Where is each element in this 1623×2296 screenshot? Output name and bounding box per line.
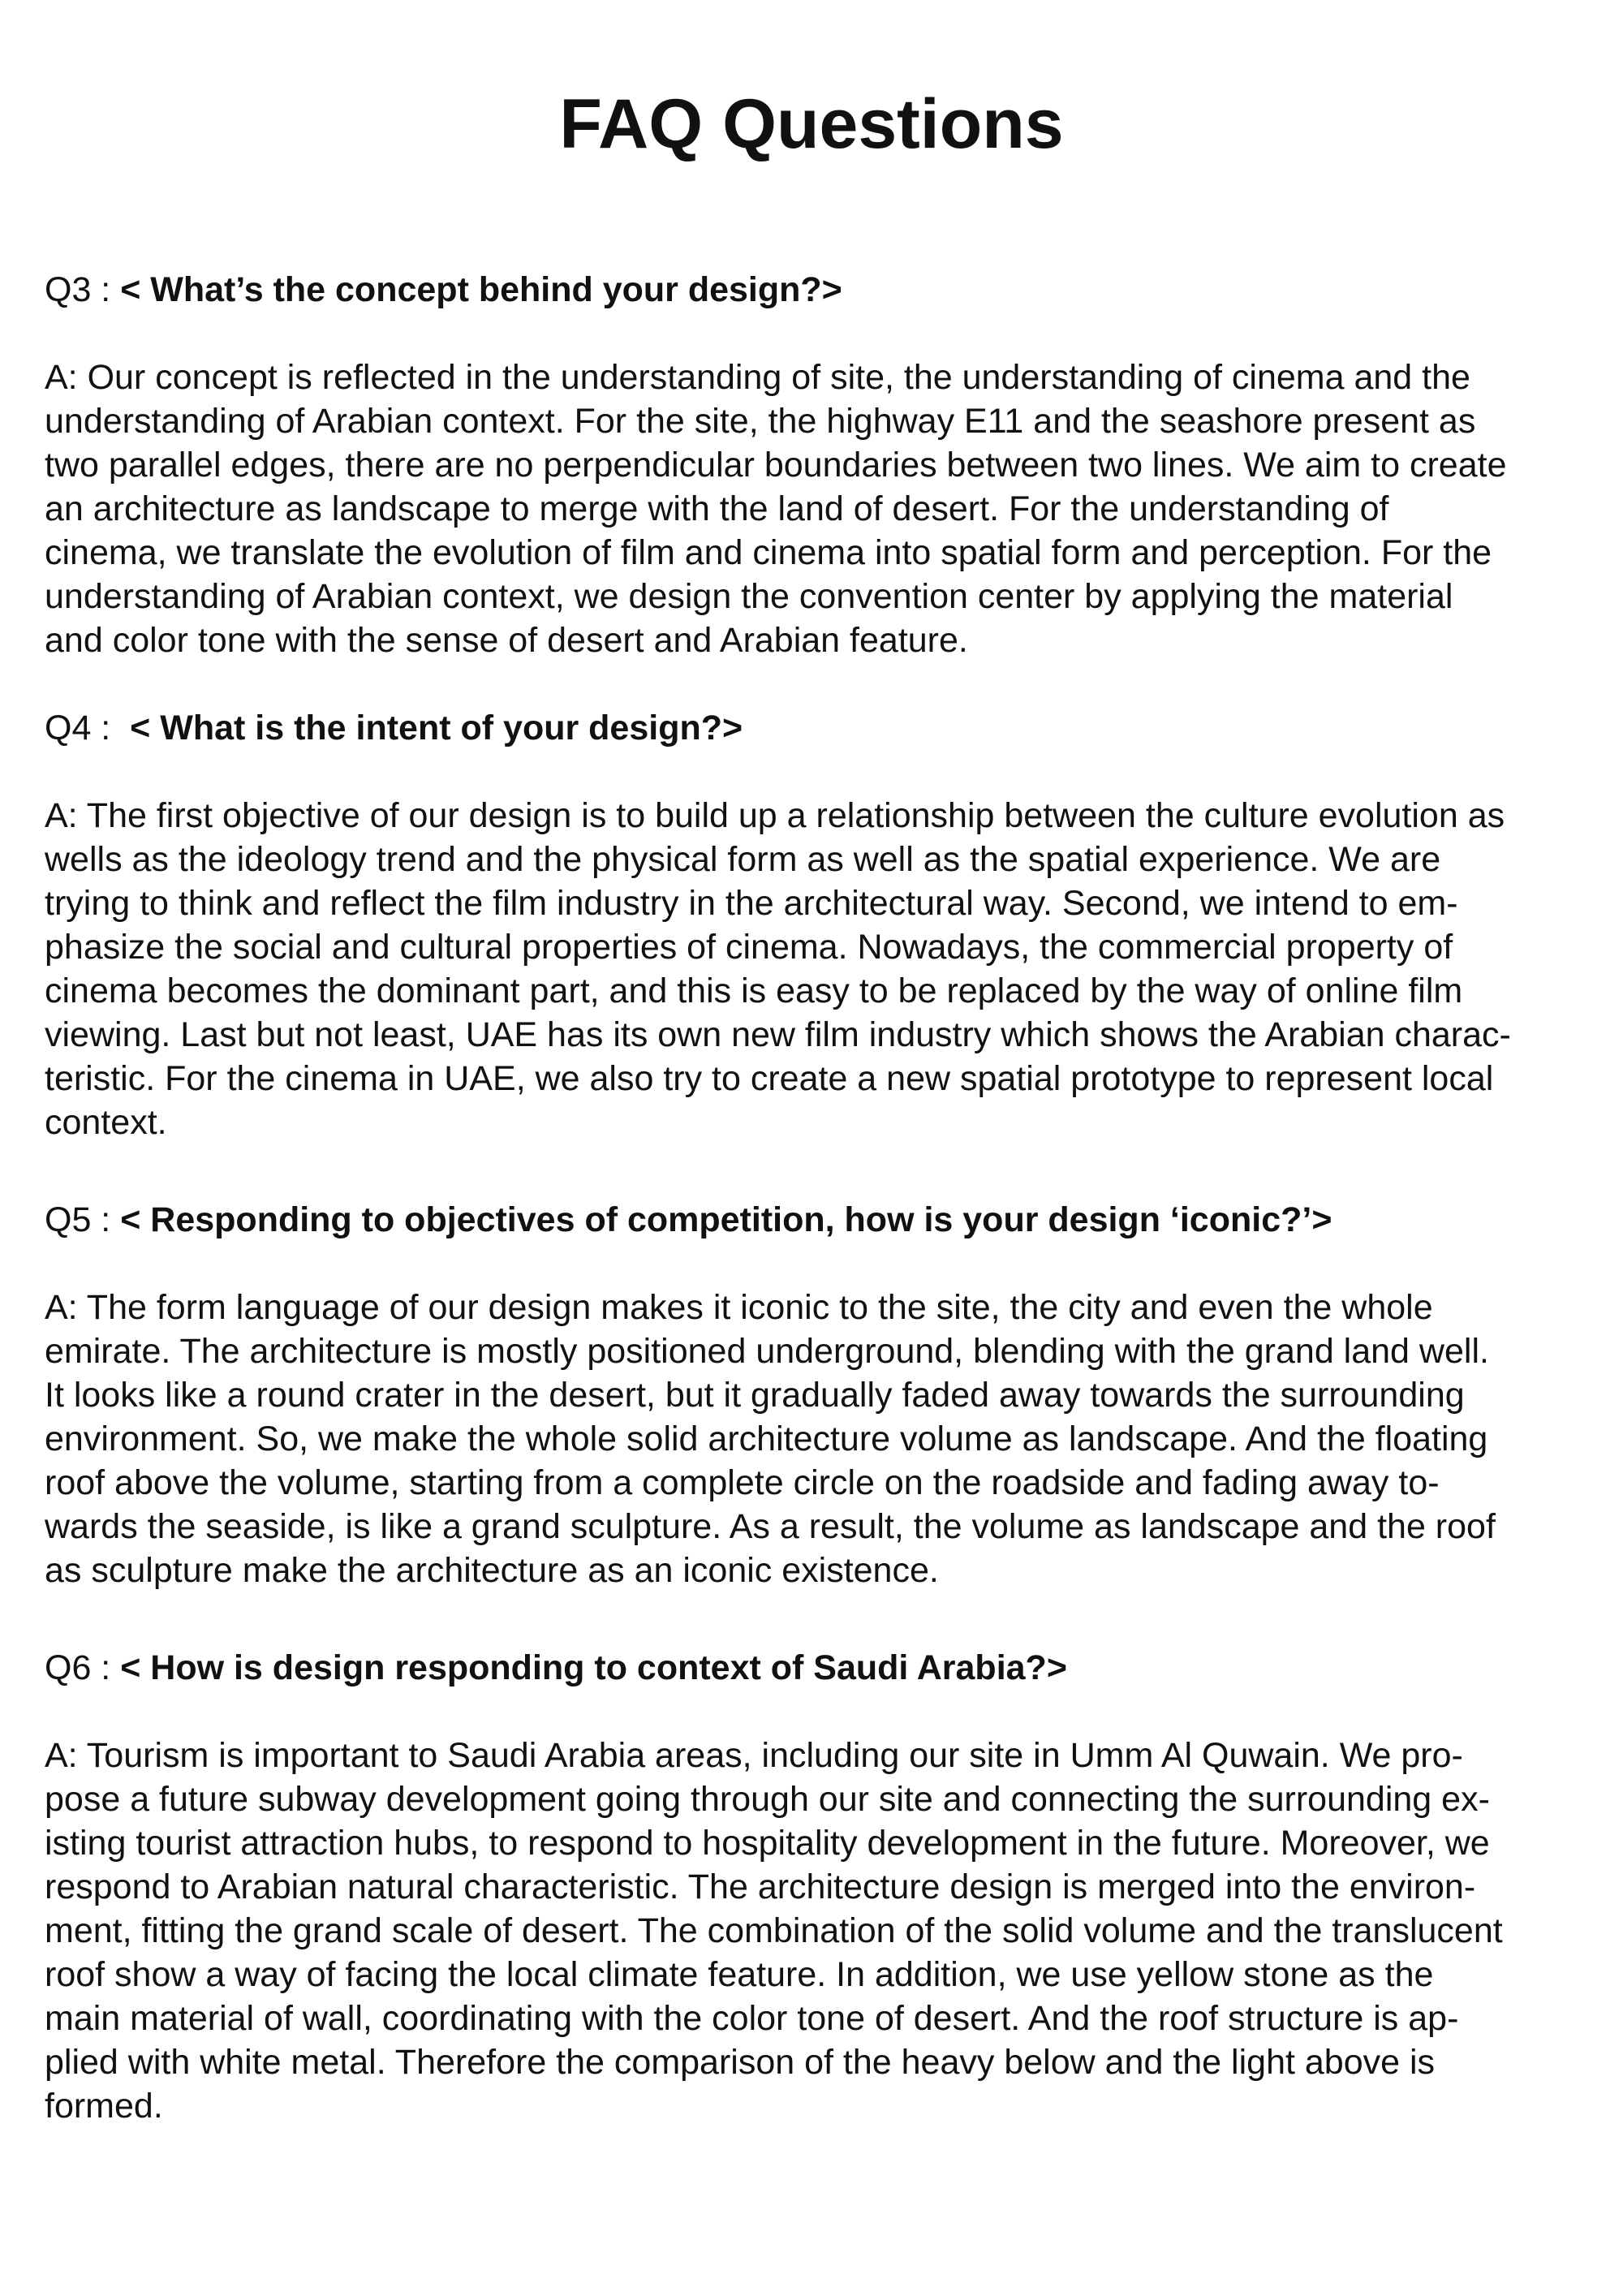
faq-item-q3 <box>45 268 1586 662</box>
answer-line: cinema, we translate the evolution of film and cinema into spatial form and perception. For the <box>45 533 1492 572</box>
faq-answer <box>45 794 1586 1144</box>
answer-line: an architecture as landscape to merge with the land of desert. For the understanding of <box>45 489 1389 528</box>
faq-content <box>45 268 1586 2128</box>
question-number: Q3 : <box>45 270 111 309</box>
answer-line: trying to think and reflect the film industry in the architectural way. Second, we intend to em- <box>45 884 1458 923</box>
answer-line: pose a future subway development going through our site and connecting the surrounding ex- <box>45 1780 1490 1819</box>
faq-item-q6 <box>45 1646 1586 2128</box>
answer-line: environment. So, we make the whole solid architecture volume as landscape. And the floating <box>45 1419 1488 1458</box>
question-text: < How is design responding to context of Saudi Arabia?> <box>120 1648 1067 1687</box>
answer-line: plied with white metal. Therefore the comparison of the heavy below and the light above is <box>45 2043 1436 2082</box>
answer-line: formed. <box>45 2087 163 2126</box>
answer-line: A: The form language of our design makes it iconic to the site, the city and even the whole <box>45 1288 1433 1327</box>
answer-line: respond to Arabian natural characteristic. The architecture design is merged into the environ- <box>45 1867 1476 1906</box>
faq-answer <box>45 1286 1586 1592</box>
faq-question <box>45 706 1586 750</box>
answer-line: ment, fitting the grand scale of desert. The combination of the solid volume and the translucent <box>45 1911 1503 1950</box>
question-number: Q4 : <box>45 709 111 747</box>
answer-line: as sculpture make the architecture as an iconic existence. <box>45 1551 939 1590</box>
faq-question <box>45 268 1586 312</box>
answer-line: A: Tourism is important to Saudi Arabia areas, including our site in Umm Al Quwain. We pro- <box>45 1736 1463 1775</box>
answer-line: teristic. For the cinema in UAE, we also try to create a new spatial prototype to represent local <box>45 1059 1494 1098</box>
faq-question <box>45 1646 1586 1690</box>
answer-line: main material of wall, coordinating with the color tone of desert. And the roof structure is ap- <box>45 1999 1459 2038</box>
faq-item-q5 <box>45 1198 1586 1592</box>
answer-line: and color tone with the sense of desert and Arabian feature. <box>45 621 968 660</box>
answer-line: wells as the ideology trend and the physical form as well as the spatial experience. We are <box>45 840 1441 879</box>
question-text: < Responding to objectives of competition, how is your design ‘iconic?’> <box>120 1200 1332 1239</box>
answer-line: cinema becomes the dominant part, and this is easy to be replaced by the way of online film <box>45 971 1463 1010</box>
page-title: FAQ Questions <box>559 85 1064 163</box>
answer-line: phasize the social and cultural properties of cinema. Nowadays, the commercial property of <box>45 928 1453 967</box>
answer-line: two parallel edges, there are no perpendicular boundaries between two lines. We aim to create <box>45 446 1507 485</box>
answer-line: understanding of Arabian context, we design the convention center by applying the material <box>45 577 1453 616</box>
faq-question <box>45 1198 1586 1242</box>
answer-line: viewing. Last but not least, UAE has its own new film industry which shows the Arabian charac- <box>45 1015 1511 1054</box>
answer-line: It looks like a round crater in the desert, but it gradually faded away towards the surrounding <box>45 1376 1465 1415</box>
answer-line: emirate. The architecture is mostly positioned underground, blending with the grand land well. <box>45 1332 1489 1371</box>
answer-line: A: Our concept is reflected in the understanding of site, the understanding of cinema and the <box>45 358 1470 397</box>
question-text: < What is the intent of your design?> <box>130 709 743 747</box>
question-number: Q6 : <box>45 1648 111 1687</box>
question-number: Q5 : <box>45 1200 111 1239</box>
answer-line: A: The first objective of our design is to build up a relationship between the culture evolution as <box>45 796 1505 835</box>
faq-answer <box>45 355 1586 662</box>
answer-line: isting tourist attraction hubs, to respond to hospitality development in the future. Moreover, we <box>45 1824 1490 1863</box>
answer-line: roof above the volume, starting from a complete circle on the roadside and fading away to- <box>45 1463 1440 1502</box>
answer-line: roof show a way of facing the local climate feature. In addition, we use yellow stone as the <box>45 1955 1434 1994</box>
answer-line: context. <box>45 1103 167 1142</box>
faq-item-q4 <box>45 706 1586 1144</box>
question-text: < What’s the concept behind your design?> <box>120 270 842 309</box>
answer-line: wards the seaside, is like a grand sculpture. As a result, the volume as landscape and the roof <box>45 1507 1496 1546</box>
faq-answer <box>45 1734 1586 2128</box>
answer-line: understanding of Arabian context. For the site, the highway E11 and the seashore present as <box>45 402 1476 441</box>
